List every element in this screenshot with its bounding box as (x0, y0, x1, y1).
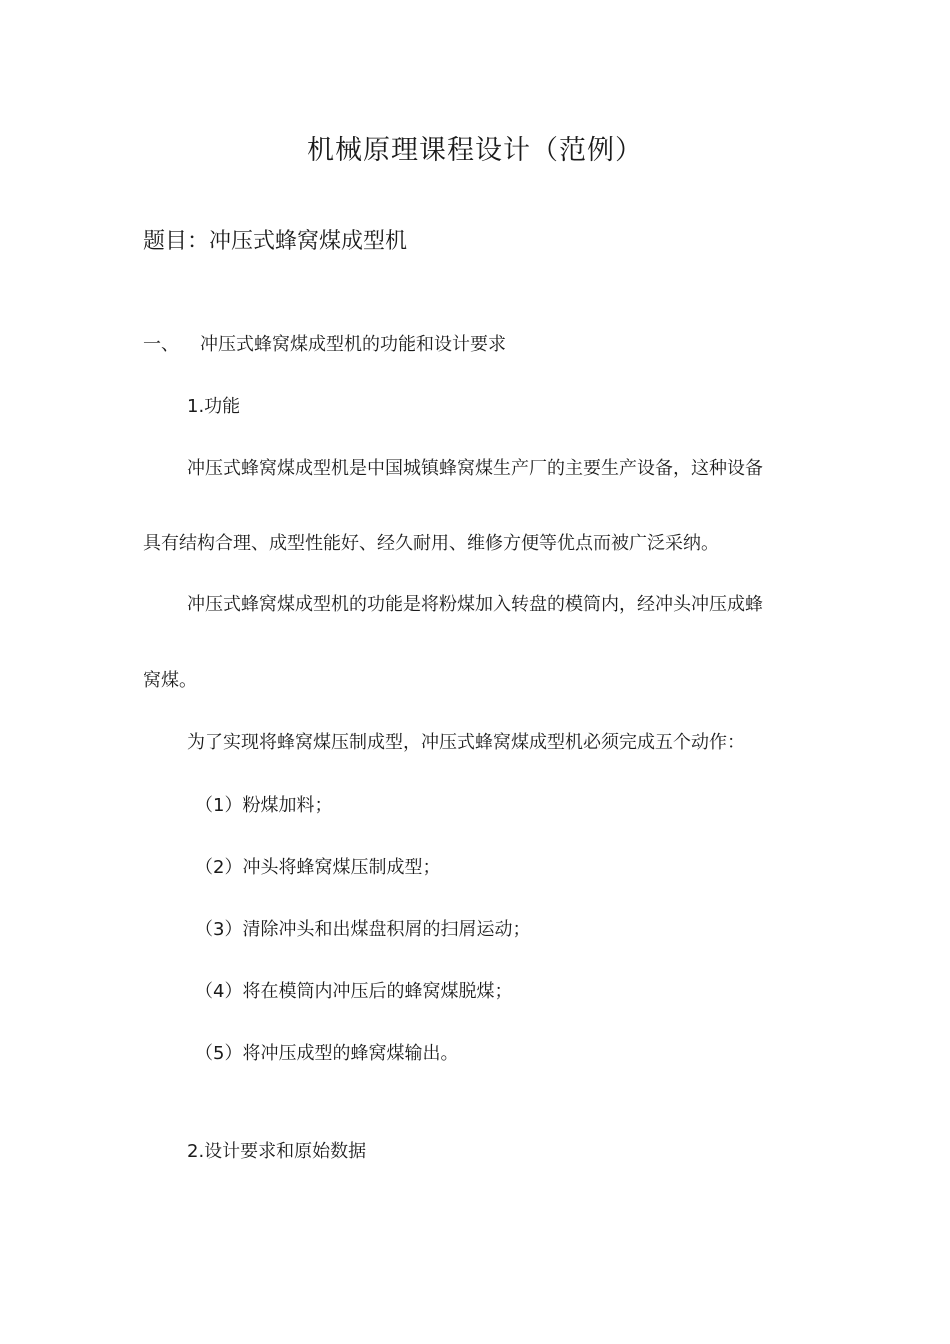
section-heading: 冲压式蜂窝煤成型机的功能和设计要求 (200, 334, 506, 355)
paragraph-line: 窝煤。 (143, 670, 197, 691)
subsection-heading-requirements: 2.设计要求和原始数据 (187, 1141, 367, 1162)
subject-heading: 题目：冲压式蜂窝煤成型机 (143, 229, 408, 254)
document-title: 机械原理课程设计（范例） (307, 135, 643, 166)
subsection-heading-function: 1.功能 (187, 396, 241, 417)
paragraph-line: 冲压式蜂窝煤成型机是中国城镇蜂窝煤生产厂的主要生产设备，这种设备 (187, 458, 763, 479)
section-number: 一、 (143, 334, 179, 355)
list-item: （1）粉煤加料； (195, 795, 333, 816)
list-item: （2）冲头将蜂窝煤压制成型； (195, 857, 441, 878)
paragraph-line: 为了实现将蜂窝煤压制成型，冲压式蜂窝煤成型机必须完成五个动作： (187, 732, 745, 753)
paragraph-line: 冲压式蜂窝煤成型机的功能是将粉煤加入转盘的模筒内，经冲头冲压成蜂 (187, 594, 763, 615)
list-item: （4）将在模筒内冲压后的蜂窝煤脱煤； (195, 981, 513, 1002)
list-item: （3）清除冲头和出煤盘积屑的扫屑运动； (195, 919, 531, 940)
paragraph-line: 具有结构合理、成型性能好、经久耐用、维修方便等优点而被广泛采纳。 (143, 533, 719, 554)
list-item: （5）将冲压成型的蜂窝煤输出。 (195, 1043, 459, 1064)
